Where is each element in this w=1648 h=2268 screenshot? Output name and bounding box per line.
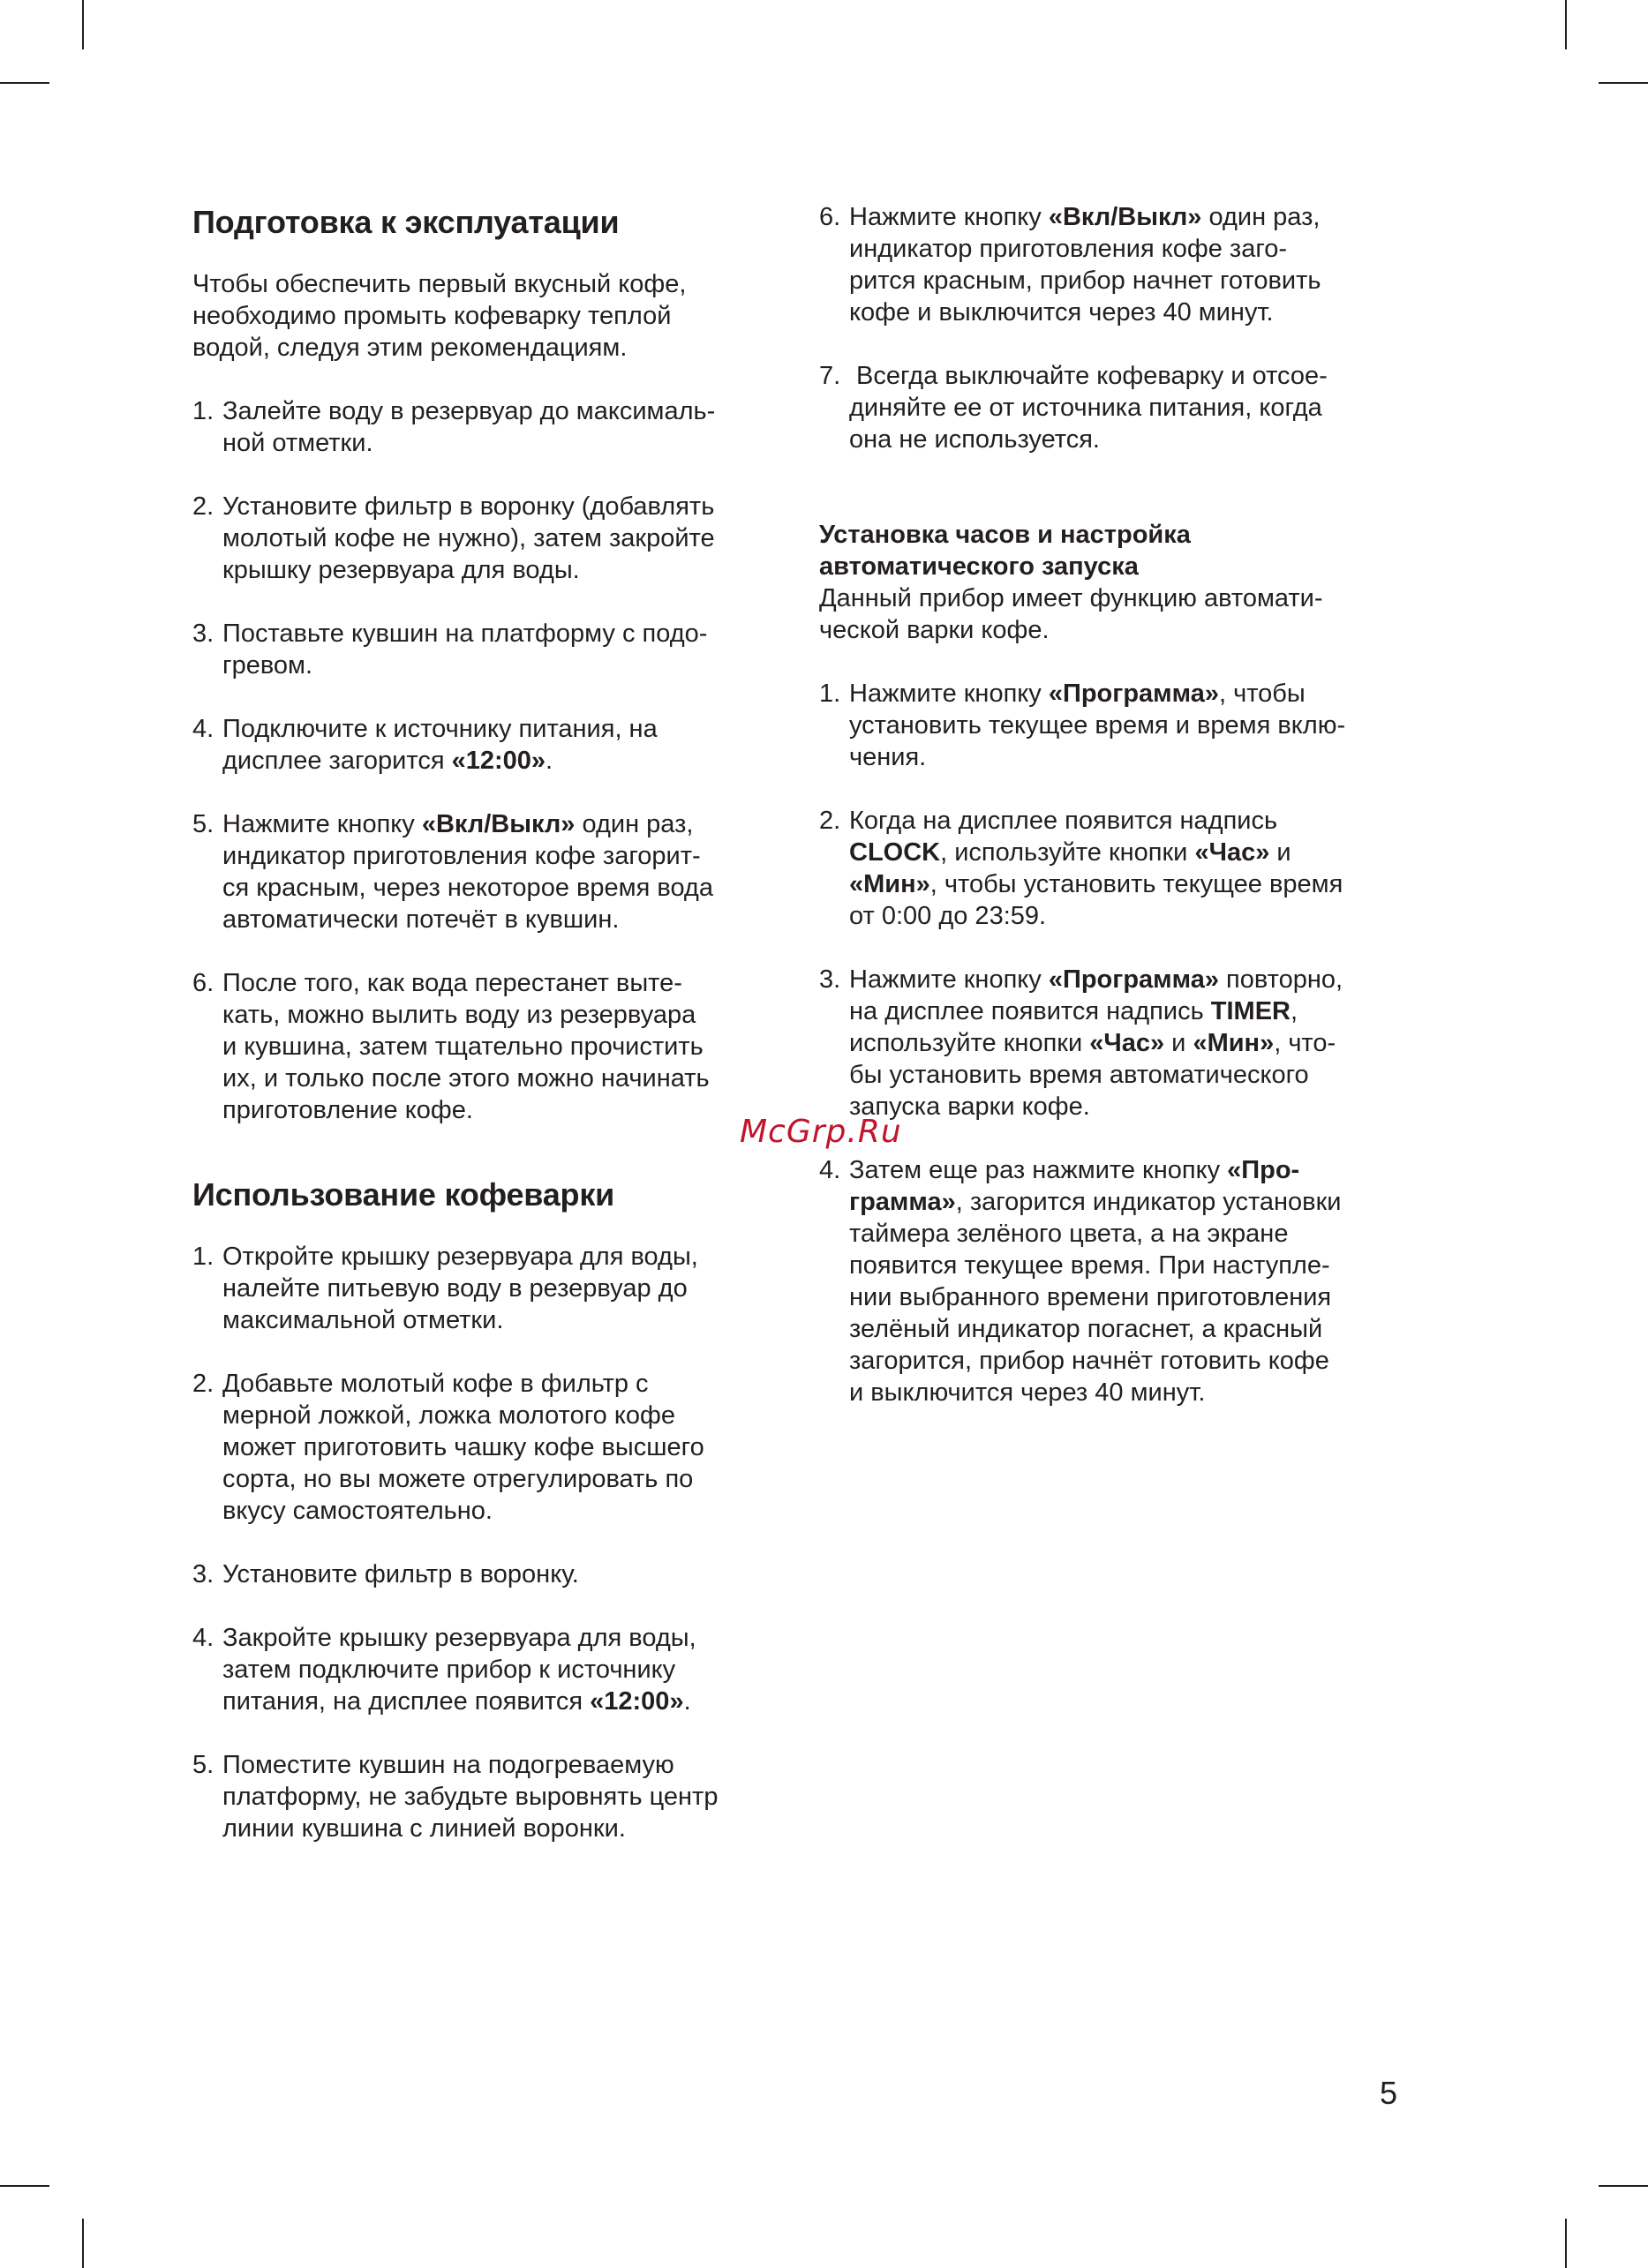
use-step: 1. Откройте крышку резервуара для воды, налейте питьевую воду в резервуар до максимальной отметки. xyxy=(192,1243,698,1334)
intro-paragraph: Чтобы обеспечить первый вкусный кофе, необходимо промыть кофеварку теплой водой, следуя этим рекомендациям. xyxy=(192,270,687,362)
clock-step: 1. Нажмите кнопку «Программа», чтобы установить текущее время и время вклю- чения. xyxy=(819,680,1346,771)
clock-step: 4. Затем еще раз нажмите кнопку «Про- грамма», загорится индикатор установки таймера зелёного цвета, а на экране появится текущее время. При наступле- нии выбранного времени приготовления зелёный индикатор погаснет, а красный загорится, прибор начнёт готовить кофе и выключится через 40 минут. xyxy=(819,1156,1342,1407)
use-step: 4. Закройте крышку резервуара для воды, затем подключите прибор к источнику питания, на дисплее появится «12:00». xyxy=(192,1624,696,1716)
prep-step: 4. Подключите к источнику питания, на дисплее загорится «12:00». xyxy=(192,715,658,775)
crop-mark xyxy=(0,82,49,84)
prep-step: 6. Нажмите кнопку «Вкл/Выкл» один раз, индикатор приготовления кофе заго- рится красным, прибор начнет готовить кофе и выключится через 40 минут. xyxy=(819,203,1321,327)
page-number: 5 xyxy=(1380,2075,1398,2111)
prep-step: 7. Всегда выключайте кофеварку и отсое- диняйте ее от источника питания, когда она не используется. xyxy=(819,362,1328,454)
use-step: 5. Поместите кувшин на подогреваемую платформу, не забудьте выровнять центр линии кувшина с линией воронки. xyxy=(192,1751,719,1843)
crop-mark xyxy=(1565,0,1567,49)
heading-preparation: Подготовка к эксплуатации xyxy=(192,204,620,240)
prep-step: 6. После того, как вода перестанет выте- кать, можно вылить воду из резервуара и кувшина, затем тщательно прочистить их, и только после этого можно начинать приготовление кофе. xyxy=(192,969,710,1124)
watermark: McGrp.Ru xyxy=(740,1114,902,1150)
crop-mark xyxy=(1599,2185,1648,2187)
crop-mark xyxy=(82,2219,84,2268)
crop-mark xyxy=(0,2185,49,2187)
heading-usage: Использование кофеварки xyxy=(192,1176,615,1213)
use-step: 3. Установите фильтр в воронку. xyxy=(192,1560,579,1588)
crop-mark xyxy=(1599,82,1648,84)
clock-intro: Данный прибор имеет функцию автомати- ческой варки кофе. xyxy=(819,584,1323,644)
use-step: 2. Добавьте молотый кофе в фильтр с мерной ложкой, ложка молотого кофе может приготовить чашку кофе высшего сорта, но вы можете отрегулировать по вкусу самостоятельно. xyxy=(192,1370,704,1525)
prep-step: 2. Установите фильтр в воронку (добавлять молотый кофе не нужно), затем закройте крышку резервуара для воды. xyxy=(192,492,715,584)
crop-mark xyxy=(1565,2219,1567,2268)
crop-mark xyxy=(82,0,84,49)
right-column xyxy=(819,201,1419,1408)
prep-step: 1. Залейте воду в резервуар до максималь- ной отметки. xyxy=(192,397,716,457)
prep-step: 5. Нажмите кнопку «Вкл/Выкл» один раз, индикатор приготовления кофе загорит- ся красным, через некоторое время вода автоматически потечёт в кувшин. xyxy=(192,810,713,934)
prep-step: 3. Поставьте кувшин на платформу с подо- гревом. xyxy=(192,620,708,680)
clock-step: 2. Когда на дисплее появится надпись CLOCK, используйте кнопки «Час» и «Мин», чтобы установить текущее время от 0:00 до 23:59. xyxy=(819,807,1343,930)
heading-clock-setup: Установка часов и настройка автоматического запуска xyxy=(819,521,1191,581)
clock-step: 3. Нажмите кнопку «Программа» повторно, на дисплее появится надпись TIMER, используйте кнопки «Час» и «Мин», что- бы установить время автоматического запуска варки кофе. xyxy=(819,965,1343,1121)
left-column xyxy=(192,201,793,1844)
